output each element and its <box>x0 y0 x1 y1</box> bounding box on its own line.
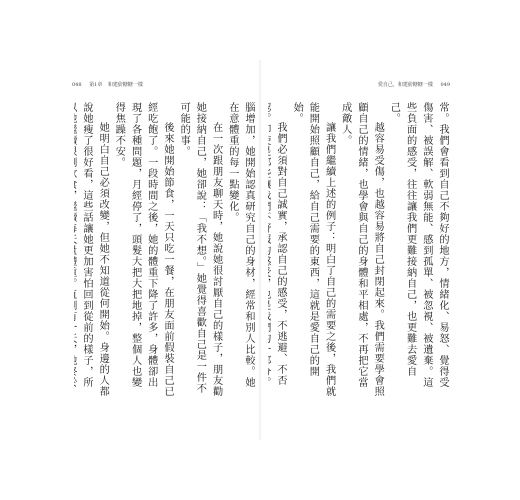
left-page-header <box>72 82 143 88</box>
right-page-body <box>268 102 450 398</box>
right-page-header <box>378 82 450 88</box>
right-running-title: 愛自己，和建紛糖糖一樣 <box>377 82 433 88</box>
page-gutter <box>258 60 262 440</box>
right-paragraph: 讓我們繼續上述的例子：明白了自己的需要之後，我們就能開始照顧自己，給自己需要的東西，這就是愛自己的開始。 <box>291 102 335 398</box>
left-paragraph: 腦增加，她開始認真研究自己的身材，經常和別人比較。她在意體重的每一點變化。 <box>226 102 254 388</box>
left-page-body <box>74 102 256 398</box>
left-chapter-label: 第1章 <box>89 82 103 88</box>
left-page-number: 048 <box>72 82 82 88</box>
right-page-number: 049 <box>440 82 450 88</box>
left-paragraph: 她明白自己必須改變，但她不知道從何開始。身邊的人都說她瘦了很好看，這些話讓她更加害怕回到從前的樣子，所 <box>80 102 109 398</box>
right-paragraph: 我們必須對自己誠實，承認自己的感受，不逃避、不否 <box>274 122 286 387</box>
left-paragraph: 後來她開始節食，一天只吃一餐，在朋友面前假裝自己已經吃飽了。一段時間之後，她的體重下降了許多，身體卻出現了各種問題，月經停了，頭髮大把大把地掉，整個人也變得焦躁不安。 <box>113 102 173 398</box>
left-running-title: 和建紛糖糖一樣 <box>107 82 143 88</box>
left-paragraph: 在一次跟朋友聊天時，她說她很討厭自己的樣子，朋友勸她接納自己，她卻說：「我不想。」她覺得喜歡自己是一件不可能的事。 <box>178 102 222 398</box>
right-paragraph: 越容易受傷，也越容易將自己封閉起來。我們需要學會照顧自己的情緒，也學會與自己的身體和平相處，不再把它當成敵人。 <box>339 102 384 398</box>
right-paragraph: 常。我們會看到自己不夠好的地方，情緒化、易怒、覺得受傷害、被誤解、軟弱無能、感到孤單、被忽視、被遺棄。這些負面的感受，往往讓我們更難接納自己，也更難去愛自己。 <box>388 102 448 388</box>
